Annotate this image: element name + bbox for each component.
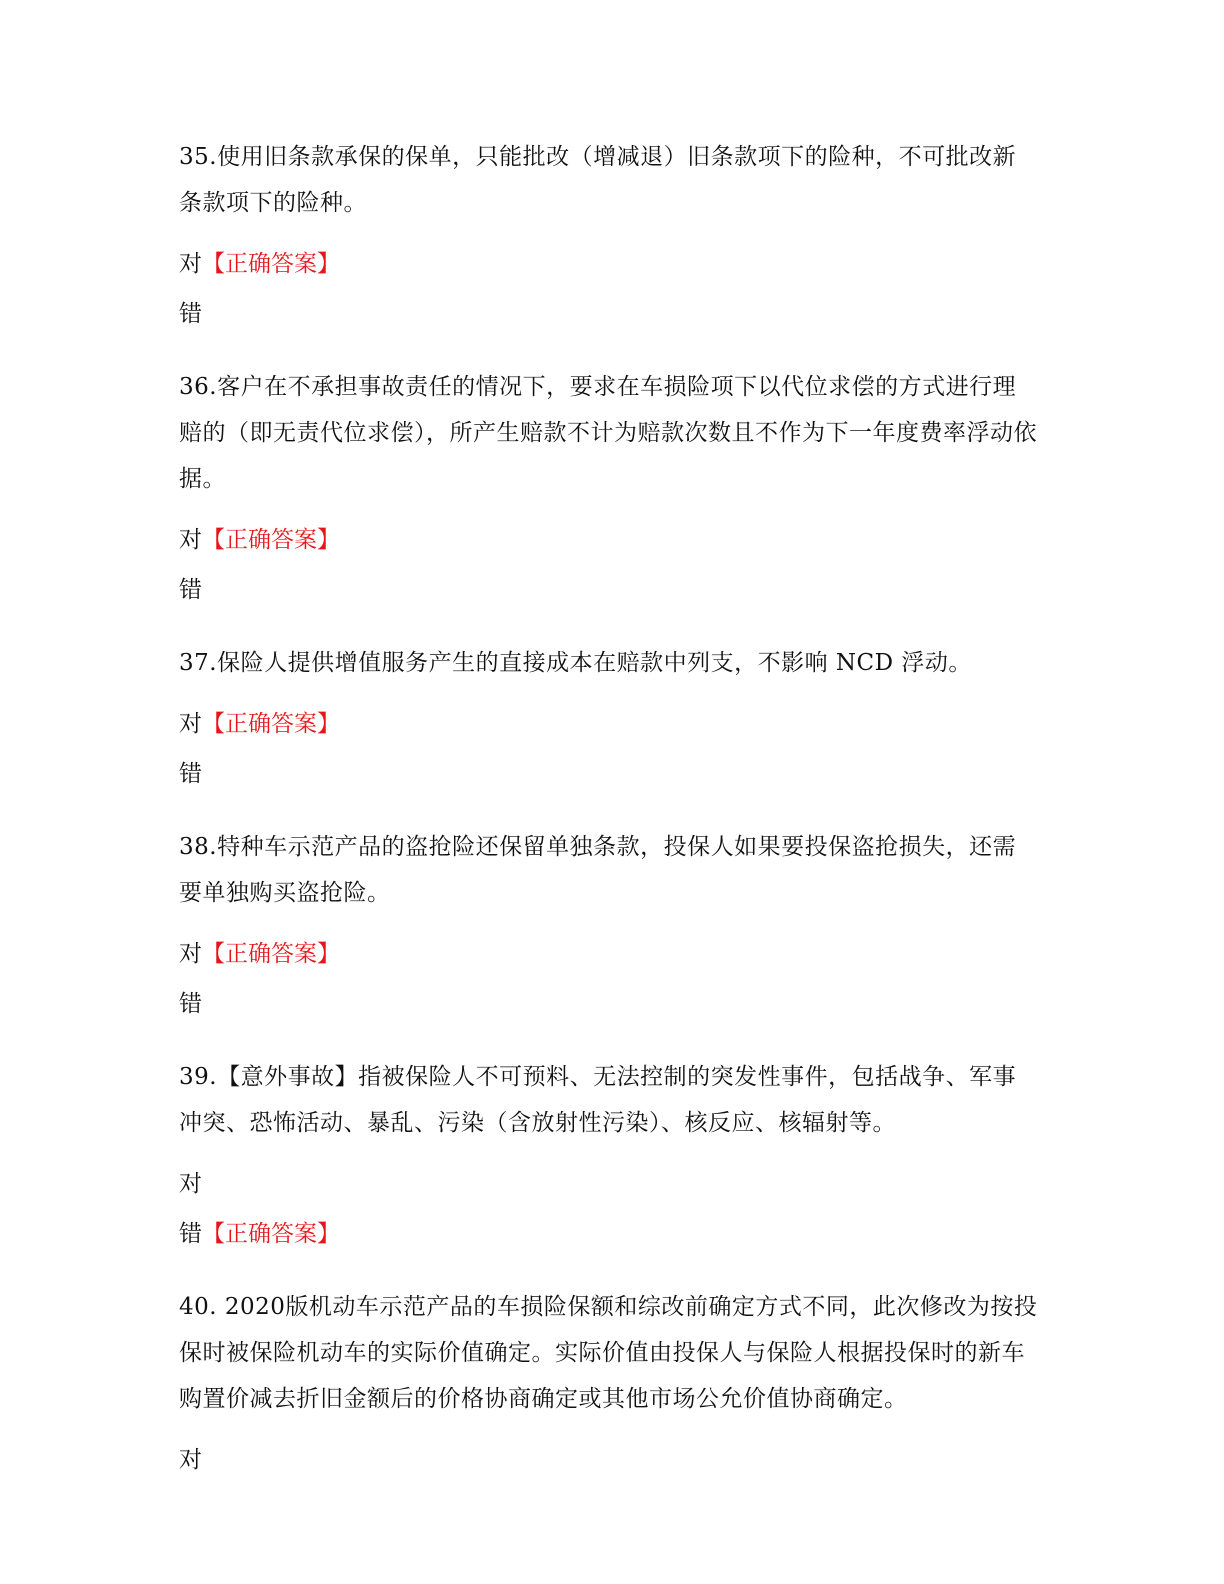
option-false (179, 760, 1039, 788)
question-text: 37.保险人提供增值服务产生的直接成本在赔款中列支，不影响 NCD 浮动。 (179, 650, 972, 676)
question-text: 40. 2020版机动车示范产品的车损险保额和综改前确定方式不同，此次修改为按投保时被保险机动车的实际价值确定。实际价值由投保人与保险人根据投保时的新车购置价减去折旧金额后的价格协商确定或其他市场公允价值协商确定。 (179, 1294, 1038, 1412)
question-38 (179, 824, 1039, 1018)
option-label: 对 (179, 711, 202, 737)
question-35 (179, 134, 1039, 328)
correct-answer-tag: 【正确答案】 (202, 711, 340, 737)
correct-answer-tag: 【正确答案】 (202, 527, 340, 553)
option-label: 错 (179, 991, 202, 1017)
question-text: 35.使用旧条款承保的保单，只能批改（增减退）旧条款项下的险种，不可批改新条款项下的险种。 (179, 144, 1017, 216)
question-40 (179, 1284, 1039, 1474)
question-36 (179, 364, 1039, 604)
option-label: 对 (179, 1447, 202, 1473)
option-label: 错 (179, 761, 202, 787)
option-false (179, 990, 1039, 1018)
correct-answer-tag: 【正确答案】 (202, 251, 340, 277)
option-label: 错 (179, 301, 202, 327)
option-label: 对 (179, 527, 202, 553)
option-label: 对 (179, 251, 202, 277)
question-text: 39.【意外事故】指被保险人不可预料、无法控制的突发性事件，包括战争、军事冲突、恐怖活动、暴乱、污染（含放射性污染）、核反应、核辐射等。 (179, 1064, 1017, 1136)
question-37 (179, 640, 1039, 788)
option-false (179, 1220, 1039, 1248)
option-true (179, 250, 1039, 278)
question-text: 38.特种车示范产品的盗抢险还保留单独条款，投保人如果要投保盗抢损失，还需要单独购买盗抢险。 (179, 834, 1017, 906)
option-label: 对 (179, 941, 202, 967)
option-true (179, 710, 1039, 738)
question-text: 36.客户在不承担事故责任的情况下，要求在车损险项下以代位求偿的方式进行理赔的（即无责代位求偿），所产生赔款不计为赔款次数且不作为下一年度费率浮动依据。 (179, 374, 1037, 492)
option-false (179, 300, 1039, 328)
document-page (179, 134, 1039, 1474)
option-label: 错 (179, 577, 202, 603)
correct-answer-tag: 【正确答案】 (202, 1221, 340, 1247)
option-label: 对 (179, 1171, 202, 1197)
option-label: 错 (179, 1221, 202, 1247)
option-true (179, 940, 1039, 968)
correct-answer-tag: 【正确答案】 (202, 941, 340, 967)
option-true (179, 1446, 1039, 1474)
option-false (179, 576, 1039, 604)
question-39 (179, 1054, 1039, 1248)
option-true (179, 526, 1039, 554)
option-true (179, 1170, 1039, 1198)
